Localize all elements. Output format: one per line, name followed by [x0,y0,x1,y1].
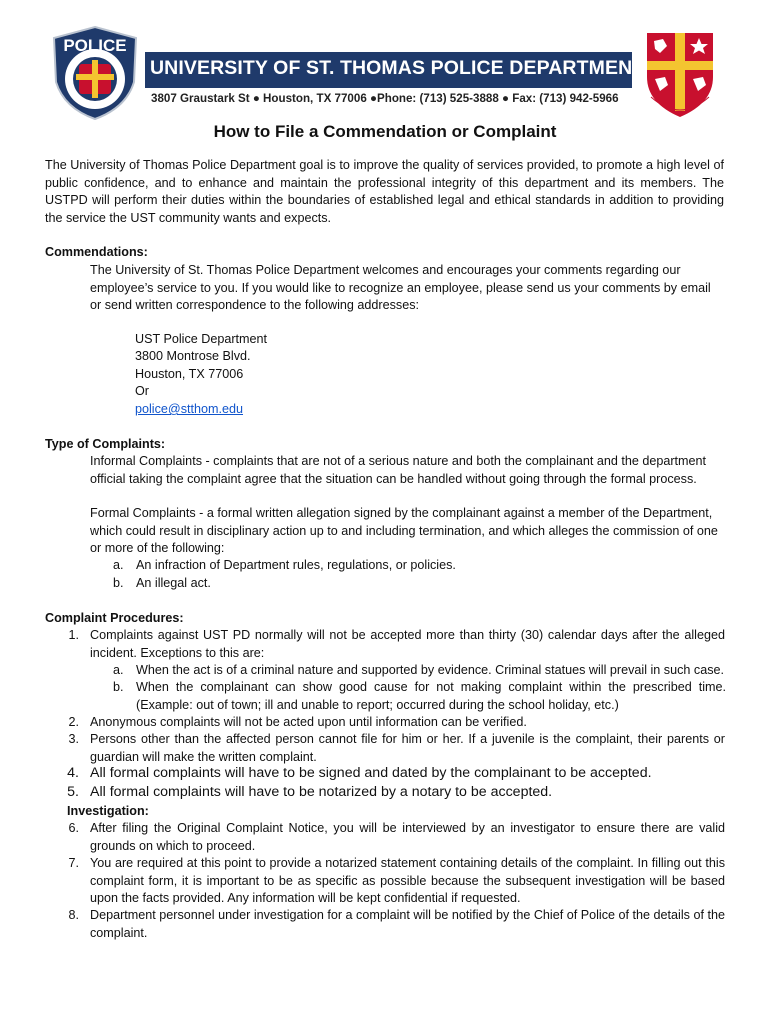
badge-text: POLICE [63,36,127,55]
list-number: 7. [68,856,79,870]
procedure-1a: When the act is of a criminal nature and supported by evidence. Criminal statues will prevail in such case. [136,663,724,677]
university-crest-logo [643,31,717,121]
address-line-or: Or [135,384,149,398]
types-heading: Type of Complaints: [45,437,166,451]
procedures-heading: Complaint Procedures: [45,611,184,625]
list-marker: a. [113,558,124,572]
address-line-3: Houston, TX 77006 [135,367,244,381]
intro-paragraph: The University of Thomas Police Department goal is to improve the quality of services provided, to promote a high level of public confidence, and to enhance and maintain the professional integrity of this department and its members. The USTPD will perform their duties within the boundaries of established legal and ethical standards in addition to providing the service the UST community wants and expects. [45,158,724,225]
list-marker: b. [113,680,124,694]
list-number: 2. [68,715,79,729]
list-number: 4. [67,765,79,781]
formal-complaints: Formal Complaints - a formal written allegation signed by the complainant against a member of the Department, which could result in disciplinary action up to and including termination, and which alleges the commission of one or more of the following: [90,506,718,555]
procedure-1b: When the complainant can show good cause for not making complaint within the prescribed time. (Example: out of town; ill and unable to report; occurred during the school holiday, etc.) [136,680,726,712]
procedure-4: All formal complaints will have to be signed and dated by the complainant to be accepted. [90,765,652,781]
list-number: 3. [68,732,79,746]
formal-item-a: An infraction of Department rules, regulations, or policies. [136,558,456,572]
procedure-3: Persons other than the affected person cannot file for him or her. If a juvenile is the complaint, their parents or guardian will make the written complaint. [90,732,725,764]
list-number: 5. [67,784,79,800]
procedure-5: All formal complaints will have to be notarized by a notary to be accepted. [90,784,553,800]
department-contact: 3807 Graustark St ● Houston, TX 77006 ●Phone: (713) 525-3888 ● Fax: (713) 942-5966 [151,92,619,105]
formal-item-b: An illegal act. [136,576,211,590]
commendations-heading: Commendations: [45,245,148,259]
procedure-8: Department personnel under investigation for a complaint will be notified by the Chief of Police of the details of the complaint. [90,908,725,940]
list-marker: b. [113,576,124,590]
police-badge-logo [46,24,144,122]
commendations-body: The University of St. Thomas Police Department welcomes and encourages your comments regarding our employee’s service to you. If you would like to recognize an employee, please send us your comments by email or send written correspondence to the following addresses: [90,263,711,312]
list-number: 1. [68,628,79,642]
procedure-6: After filing the Original Complaint Notice, you will be interviewed by an investigator to ensure there are valid grounds on which to proceed. [90,821,725,853]
list-number: 6. [68,821,79,835]
address-line-2: 3800 Montrose Blvd. [135,349,251,363]
email-link[interactable]: police@stthom.edu [135,402,243,416]
list-number: 8. [68,908,79,922]
address-line-1: UST Police Department [135,332,268,346]
investigation-heading: Investigation: [67,804,149,818]
procedure-1: Complaints against UST PD normally will not be accepted more than thirty (30) calendar days after the alleged incident. Exceptions to this are: [90,628,725,660]
list-marker: a. [113,663,124,677]
page-title: How to File a Commendation or Complaint [213,122,557,141]
procedure-7: You are required at this point to provide a notarized statement containing details of the complaint. In filling out this complaint form, it is important to be as specific as possible because the subsequent investigation will be based upon the facts provided. Any information will be kept confidential if requested. [90,856,725,905]
department-title: UNIVERSITY OF ST. THOMAS POLICE DEPARTMENT [150,57,645,79]
informal-complaints: Informal Complaints - complaints that are not of a serious nature and both the complainant and the department official taking the complaint agree that the situation can be handled without going through the formal process. [90,454,707,486]
procedure-2: Anonymous complaints will not be acted upon until information can be verified. [90,715,527,729]
